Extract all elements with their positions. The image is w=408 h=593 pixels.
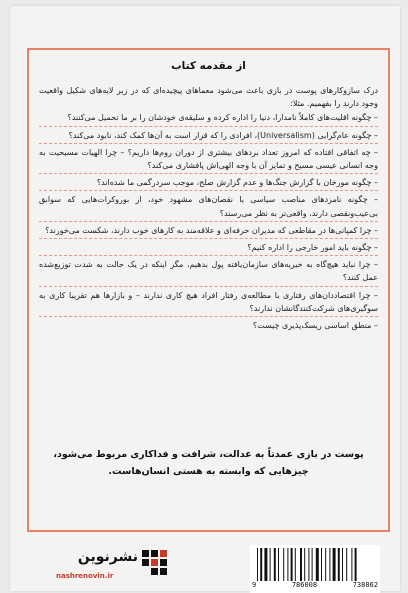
- publisher-mark-icon: [142, 550, 168, 574]
- question-item: – چگونه نامزدهای مناصب سیاسی با نقصان‌های مشهود خود، از بوروکرات‌هایی که سوابق بی‌عیب‌ونقصی دارند، واقعی‌تر به نظر می‌رسند؟: [39, 193, 378, 221]
- barcode-digit-group: 9: [252, 581, 257, 589]
- book-tagline: پوست در بازی عمدتاً به عدالت، شرافت و فداکاری مربوط می‌شود، چیزهایی که وابسته به هستی انسان‌هاست.: [53, 449, 364, 477]
- barcode-icon: [256, 548, 374, 581]
- excerpt-heading: از مقدمه کتاب: [171, 60, 246, 72]
- question-item: – چه اتفاقی افتاده که امروز تعداد بردهای بیشتری از دوران روم‌ها داریم؟ – چرا الهیات مسیحیت به وجه انسانی عیسی مسیح و تمایز آن با وجه الهی‌اش پافشاری می‌کند؟: [39, 146, 378, 174]
- publisher-logo: [52, 548, 170, 588]
- publisher-url: nashrenovin.ir: [56, 572, 114, 580]
- question-item: – منطق اساسی ریسک‌پذیری چیست؟: [252, 321, 378, 331]
- barcode-digit-group: 738862: [352, 581, 378, 589]
- excerpt-frame: [27, 48, 390, 532]
- barcode-digits: [252, 581, 378, 589]
- book-back-cover: [10, 6, 400, 591]
- question-item: – چگونه مورخان با گزارش جنگ‌ها و عدم گزارش صلح، موجب سردرگمی ما شده‌اند؟: [39, 176, 378, 191]
- question-item: – چگونه باید امور خارجی را اداره کنیم؟: [39, 241, 378, 256]
- question-item: – چرا نباید هیچ‌گاه به خیریه‌های سازمان‌یافته پول بدهیم، مگر اینکه در یک حالت به شدت توزیع‌شده عمل کنند؟: [39, 258, 378, 286]
- barcode-digit-group: 786008: [291, 581, 318, 589]
- excerpt-intro: درک سازوکارهای پوست در بازی باعث می‌شود معماهای پیچیده‌ای که در زیر لایه‌های شکیل واقعیت وجود دارند را بفهمیم. مثلا:: [39, 86, 378, 109]
- excerpt-body: [39, 84, 378, 335]
- question-item: – چرا کمپانی‌ها در مقاطعی که مدیران حرفه‌ای و علاقه‌مند به کارهای خوب دارند، شکست می‌خورند؟: [39, 224, 378, 239]
- question-item: – چگونه اقلیت‌های کاملاً نامدارا، دنیا را اداره کرده و سلیقه‌ی خودشان را بر ما تحمیل می‌کنند؟: [39, 111, 378, 126]
- question-item: – چرا اقتصاددان‌های رفتاری با مطالعه‌ی رفتار افراد هیچ کاری ندارند – و بازارها هم تقریبا کاری به سوگیری‌های شرکت‌کنندگانشان ندارند؟: [39, 289, 378, 317]
- question-item: – چگونه عام‌گرایی (Universalism)، افرادی را که قرار است به آن‌ها کمک کند، نابود می‌کند؟: [39, 129, 378, 144]
- isbn-barcode: [250, 545, 380, 593]
- publisher-name: نشرنوین: [77, 549, 138, 565]
